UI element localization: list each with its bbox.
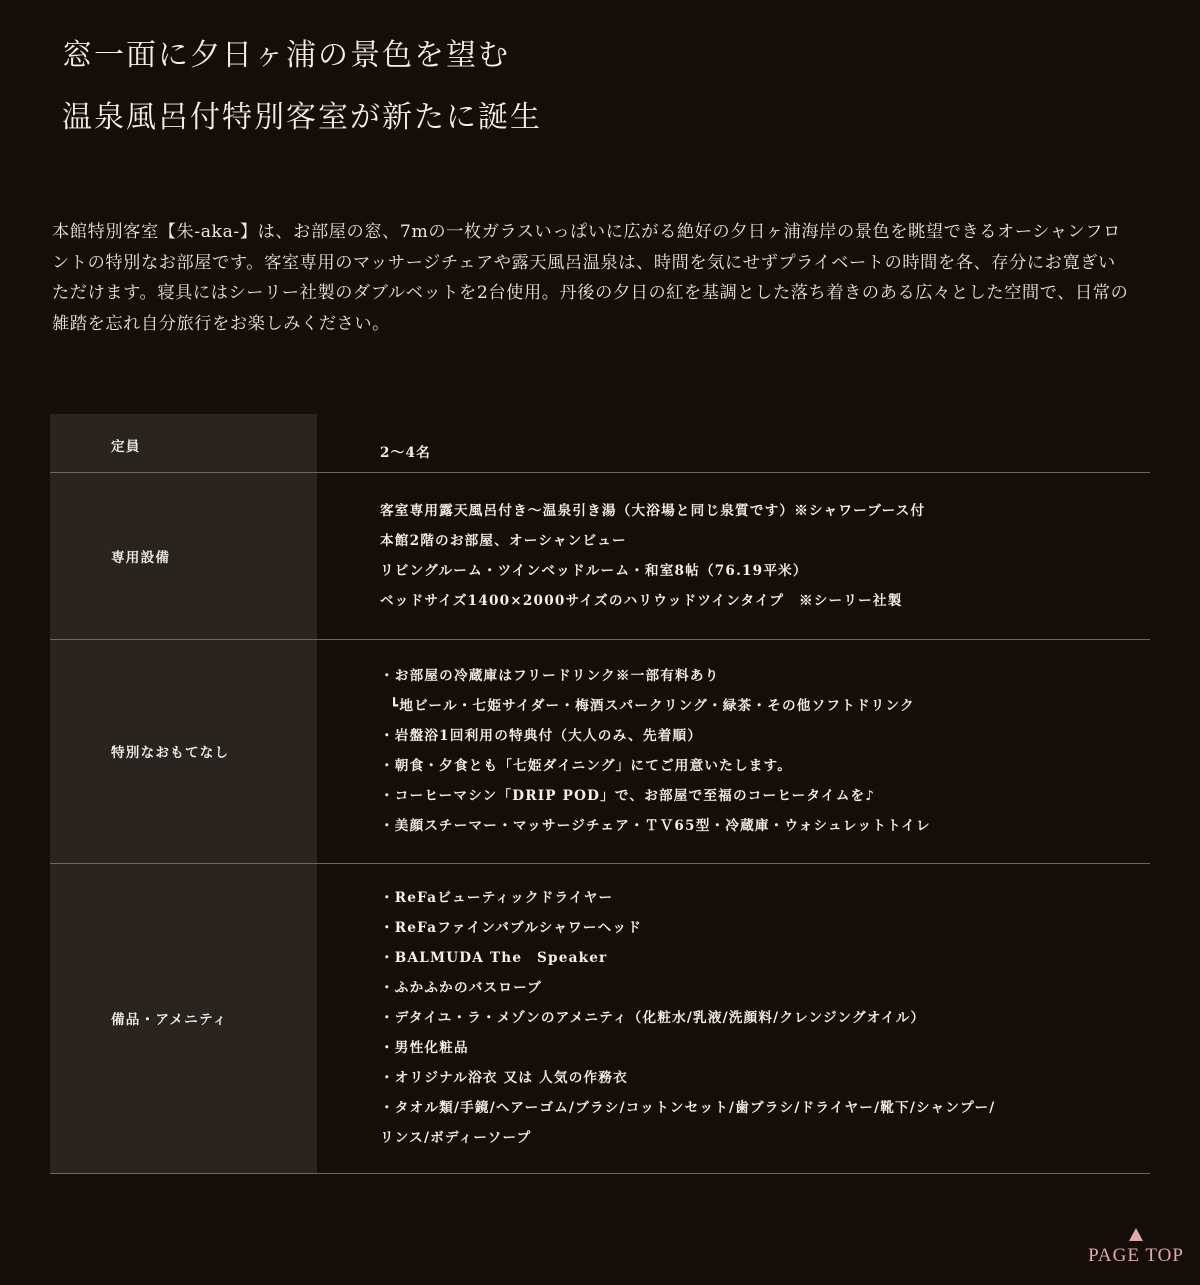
page-top-button[interactable]: [1084, 1228, 1188, 1267]
list-item: ベッドサイズ1400×2000サイズのハリウッドツインタイプ ※シーリー社製: [380, 592, 903, 609]
row-value-amenities: [317, 863, 1150, 1173]
list-item: ・お部屋の冷蔵庫はフリードリンク※一部有料あり: [380, 668, 720, 684]
list-item: ・朝食・夕食とも「七姫ダイニング」にてご用意いたします。: [380, 758, 793, 774]
page-top-label: PAGE TOP: [1088, 1245, 1184, 1266]
row-label-facilities: 専用設備: [50, 472, 317, 639]
row-value-capacity: [317, 414, 1150, 472]
list-item: リンス/ボディーソープ: [380, 1130, 532, 1146]
headline-line-2: 温泉風呂付特別客室が新たに誕生: [62, 100, 542, 135]
room-spec-table: [50, 414, 1150, 1174]
table-row: [50, 414, 1150, 472]
capacity-value: 2～4名: [380, 445, 431, 461]
list-item: ・BALMUDA The Speaker: [380, 950, 608, 966]
row-label-capacity: 定員: [50, 414, 317, 472]
list-item: ・ReFaビューティックドライヤー: [380, 890, 614, 906]
list-item: ・ReFaファインバブルシャワーヘッド: [380, 920, 642, 936]
list-item: 本館2階のお部屋、オーシャンビュー: [380, 532, 627, 549]
triangle-up-icon: [1129, 1228, 1143, 1241]
list-item: ・美顔スチーマー・マッサージチェア・ＴＶ65型・冷蔵庫・ウォシュレットトイレ: [380, 818, 931, 834]
list-item: リビングルーム・ツインベッドルーム・和室8帖（76.19平米）: [380, 562, 808, 579]
row-value-hospitality: [317, 639, 1150, 863]
list-item: ・男性化粧品: [380, 1040, 469, 1056]
list-item: 客室専用露天風呂付き～温泉引き湯（大浴場と同じ泉質です）※シャワーブース付: [380, 502, 926, 519]
table-row: [50, 639, 1150, 863]
list-item: ・オリジナル浴衣 又は 人気の作務衣: [380, 1070, 628, 1086]
list-item: ・岩盤浴1回利用の特典付（大人のみ、先着順）: [380, 728, 703, 744]
intro-paragraph: 本館特別客室【朱-aka-】は、お部屋の窓、7mの一枚ガラスいっぱいに広がる絶好の夕日ヶ浦海岸の景色を眺望できるオーシャンフロントの特別なお部屋です。客室専用のマッサージチェアや露天風呂温泉は、時間を気にせずプライベートの時間を各、存分にお寛ぎいただけます。寝具にはシーリー社製のダブルベットを2台使用。丹後の夕日の紅を基調とした落ち着きのある広々とした空間で、日常の雑踏を忘れ自分旅行をお楽しみください。: [52, 222, 1129, 334]
list-item: ┗地ビール・七姫サイダー・梅酒スパークリング・緑茶・その他ソフトドリンク: [390, 698, 915, 714]
list-item: ・ふかふかのバスローブ: [380, 980, 543, 996]
row-label-amenities: 備品・アメニティ: [50, 863, 317, 1173]
table-row: [50, 863, 1150, 1173]
row-value-facilities: [317, 472, 1150, 639]
table-row: [50, 472, 1150, 639]
list-item: ・デタイユ・ラ・メゾンのアメニティ（化粧水/乳液/洗顔料/クレンジングオイル）: [380, 1010, 926, 1026]
row-label-hospitality: 特別なおもてなし: [50, 639, 317, 863]
headline-line-1: 窓一面に夕日ヶ浦の景色を望む: [62, 38, 510, 73]
list-item: ・コーヒーマシン「DRIP POD」で、お部屋で至福のコーヒータイムを♪: [380, 788, 876, 804]
list-item: ・タオル類/手鏡/ヘアーゴム/ブラシ/コットンセット/歯ブラシ/ドライヤー/靴下/シャンプー/: [380, 1100, 996, 1116]
